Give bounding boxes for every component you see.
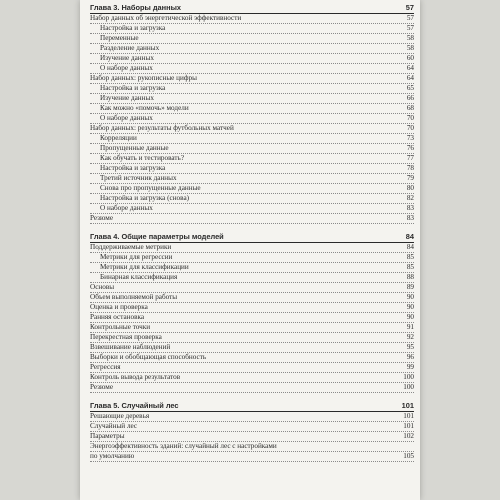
- toc-subsection[interactable]: [90, 194, 414, 204]
- toc-entry-title: Корреляции: [100, 134, 137, 142]
- toc-entry-title: Изучение данных: [100, 54, 154, 62]
- toc-section[interactable]: [90, 313, 414, 323]
- toc-entry-title: Ранняя остановка: [90, 313, 145, 321]
- toc-entry-title: Третий источник данных: [100, 174, 177, 182]
- toc-subsection[interactable]: [90, 34, 414, 44]
- toc-subsection[interactable]: [90, 24, 414, 34]
- toc-section[interactable]: [90, 323, 414, 333]
- toc-entry-title: Взвешивание наблюдений: [90, 343, 171, 351]
- toc-entry-page-number: 83: [406, 214, 414, 222]
- toc-entry-page-number: 79: [406, 174, 414, 182]
- toc-section[interactable]: [90, 373, 414, 383]
- toc-entry-page-number: 84: [406, 243, 414, 251]
- toc-subsection[interactable]: [90, 253, 414, 263]
- toc-entry-page-number: 82: [406, 194, 414, 202]
- chapter-title: Глава 4. Общие параметры моделей: [90, 232, 224, 241]
- toc-entry-page-number: 91: [406, 323, 414, 331]
- toc-entry-page-number: 60: [406, 54, 414, 62]
- toc-entry-page-number: 58: [406, 44, 414, 52]
- toc-entry-title: О наборе данных: [100, 114, 153, 122]
- toc-subsection[interactable]: [90, 54, 414, 64]
- toc-entry-page-number: 65: [406, 84, 414, 92]
- toc-entry-title: Пропущенные данные: [100, 144, 169, 152]
- toc-entry-title: Набор данных: результаты футбольных матчей: [90, 124, 234, 132]
- toc-entry-page-number: 89: [406, 283, 414, 291]
- toc-section[interactable]: [90, 422, 414, 432]
- toc-subsection[interactable]: [90, 273, 414, 283]
- toc-entry-title: Набор данных: рукописные цифры: [90, 74, 197, 82]
- toc-entry-page-number: 76: [406, 144, 414, 152]
- toc-subsection[interactable]: [90, 164, 414, 174]
- toc-entry-page-number: 101: [403, 412, 414, 420]
- toc-entry-title: Набор данных об энергетической эффективности: [90, 14, 242, 22]
- toc-subsection[interactable]: [90, 184, 414, 194]
- toc-entry-page-number: 90: [406, 313, 414, 321]
- toc-entry-title: Изучение данных: [100, 94, 154, 102]
- toc-entry-page-number: 57: [406, 24, 414, 32]
- chapter-page-number: 57: [405, 3, 414, 12]
- toc-entry-page-number: 102: [403, 432, 414, 440]
- toc-section[interactable]: [90, 353, 414, 363]
- toc-section[interactable]: [90, 432, 414, 442]
- chapter-block: [90, 232, 414, 393]
- toc-subsection[interactable]: [90, 94, 414, 104]
- toc-entry-title: Поддерживаемые метрики: [90, 243, 172, 251]
- toc-entry-page-number: 80: [406, 184, 414, 192]
- toc-subsection[interactable]: [90, 174, 414, 184]
- toc-entry-page-number: 57: [406, 14, 414, 22]
- toc-subsection[interactable]: [90, 104, 414, 114]
- toc-entry-page-number: 95: [406, 343, 414, 351]
- toc-entry-page-number: 64: [406, 74, 414, 82]
- toc-subsection[interactable]: [90, 154, 414, 164]
- toc-entry-title: Контроль вывода результатов: [90, 373, 181, 381]
- chapter-heading[interactable]: [90, 401, 414, 412]
- chapter-page-number: 84: [405, 232, 414, 241]
- toc-entry-title: Метрики для классификации: [100, 263, 189, 271]
- toc-subsection[interactable]: [90, 84, 414, 94]
- toc-entry-page-number: 73: [406, 134, 414, 142]
- toc-section[interactable]: [90, 442, 414, 452]
- toc-entry-page-number: 70: [406, 114, 414, 122]
- toc-section[interactable]: [90, 363, 414, 373]
- toc-entry-title: Регрессия: [90, 363, 121, 371]
- toc-entry-title: Снова про пропущенные данные: [100, 184, 201, 192]
- toc-entry-page-number: 58: [406, 34, 414, 42]
- toc-entry-page-number: 66: [406, 94, 414, 102]
- toc-subsection[interactable]: [90, 64, 414, 74]
- toc-subsection[interactable]: [90, 44, 414, 54]
- toc-entry-title: Бинарная классификация: [100, 273, 178, 281]
- toc-entry-page-number: 90: [406, 303, 414, 311]
- toc-entry-page-number: 78: [406, 164, 414, 172]
- toc-entry-page-number: 100: [403, 383, 414, 391]
- chapter-heading[interactable]: [90, 3, 414, 14]
- toc-entry-title: Решающие деревья: [90, 412, 150, 420]
- table-of-contents: [90, 3, 414, 462]
- toc-section[interactable]: [90, 14, 414, 24]
- toc-entry-page-number: 88: [406, 273, 414, 281]
- toc-entry-title: Как обучать и тестировать?: [100, 154, 185, 162]
- toc-entry-title: О наборе данных: [100, 64, 153, 72]
- chapter-page-number: 101: [401, 401, 414, 410]
- toc-entry-title: Настройка и загрузка (снова): [100, 194, 190, 202]
- toc-entry-title: Случайный лес: [90, 422, 138, 430]
- toc-entry-title: Переменные: [100, 34, 139, 42]
- toc-section[interactable]: [90, 303, 414, 313]
- toc-entry-page-number: 96: [406, 353, 414, 361]
- toc-entry-title: Параметры: [90, 432, 125, 440]
- toc-entry-title: Контрольные точки: [90, 323, 151, 331]
- toc-subsection[interactable]: [90, 134, 414, 144]
- toc-section[interactable]: [90, 74, 414, 84]
- toc-entry-page-number: 77: [406, 154, 414, 162]
- toc-entry-title: Метрики для регрессии: [100, 253, 173, 261]
- chapter-spacer: [90, 393, 414, 401]
- toc-entry-title: Как можно «помочь» модели: [100, 104, 189, 112]
- toc-entry-page-number: 83: [406, 204, 414, 212]
- toc-entry-page-number: 85: [406, 253, 414, 261]
- toc-entry-title: Оценка и проверка: [90, 303, 148, 311]
- toc-entry-title: Выборки и обобщающая способность: [90, 353, 207, 361]
- toc-section[interactable]: [90, 412, 414, 422]
- toc-subsection[interactable]: [90, 204, 414, 214]
- toc-entry-page-number: 64: [406, 64, 414, 72]
- toc-entry-title: Перекрестная проверка: [90, 333, 162, 341]
- chapter-title: Глава 5. Случайный лес: [90, 401, 179, 410]
- toc-entry-page-number: 101: [403, 422, 414, 430]
- toc-entry-title: Основы: [90, 283, 115, 291]
- toc-section[interactable]: [90, 243, 414, 253]
- toc-entry-title: Настройка и загрузка: [100, 24, 166, 32]
- toc-entry-title: О наборе данных: [100, 204, 153, 212]
- toc-entry-title: Разделение данных: [100, 44, 160, 52]
- toc-entry-title: Объем выполняемой работы: [90, 293, 178, 301]
- toc-entry-page-number: 105: [403, 452, 414, 460]
- toc-entry-page-number: 99: [406, 363, 414, 371]
- toc-entry-title: по умолчанию: [90, 452, 135, 460]
- toc-entry-title: Резюме: [90, 214, 114, 222]
- toc-entry-title: Резюме: [90, 383, 114, 391]
- chapter-title: Глава 3. Наборы данных: [90, 3, 182, 12]
- toc-section[interactable]: [90, 214, 414, 224]
- toc-subsection[interactable]: [90, 263, 414, 273]
- toc-section[interactable]: [90, 383, 414, 393]
- chapter-heading[interactable]: [90, 232, 414, 243]
- chapter-block: [90, 3, 414, 224]
- toc-entry-title: Настройка и загрузка: [100, 84, 166, 92]
- toc-entry-title: Настройка и загрузка: [100, 164, 166, 172]
- toc-subsection[interactable]: [90, 114, 414, 124]
- chapter-spacer: [90, 224, 414, 232]
- toc-entry-page-number: 68: [406, 104, 414, 112]
- toc-section[interactable]: [90, 343, 414, 353]
- chapter-block: [90, 401, 414, 462]
- toc-section[interactable]: [90, 124, 414, 134]
- toc-section[interactable]: [90, 333, 414, 343]
- toc-entry-page-number: 100: [403, 373, 414, 381]
- toc-section[interactable]: [90, 283, 414, 293]
- toc-entry-page-number: 92: [406, 333, 414, 341]
- toc-section[interactable]: [90, 293, 414, 303]
- toc-entry-page-number: 70: [406, 124, 414, 132]
- toc-subsection[interactable]: [90, 144, 414, 154]
- toc-page: [80, 0, 420, 500]
- toc-entry-page-number: 85: [406, 263, 414, 271]
- toc-entry-title: Энергоэффективность зданий: случайный лес с настройками: [90, 442, 277, 450]
- toc-section[interactable]: [90, 452, 414, 462]
- toc-entry-page-number: 90: [406, 293, 414, 301]
